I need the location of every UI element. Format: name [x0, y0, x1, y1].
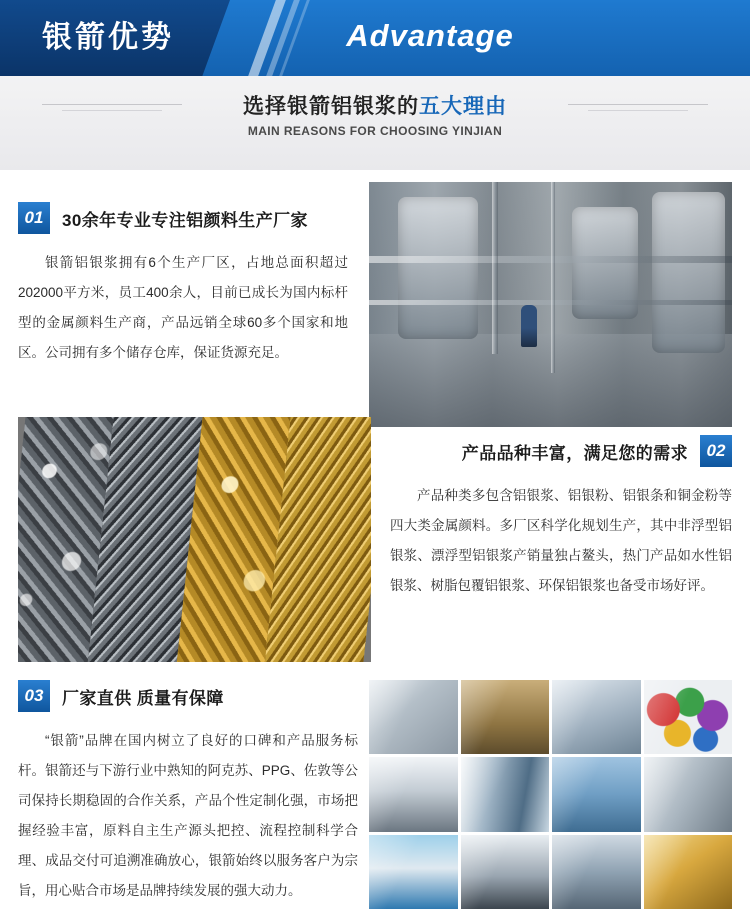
header-title-cn: 银箭优势	[42, 21, 174, 54]
section-body-01: 银箭铝银浆拥有6个生产厂区，占地总面积超过202000平方米，员工400余人，目前已成长为国内标杆型的金属颜料生产商，产品远销全球60多个国家和地区。公司拥有多个储存仓库，保证货源充足。	[18, 255, 348, 360]
app-cell-car	[461, 835, 550, 909]
powder-photo	[18, 417, 371, 662]
advantage-section-3	[0, 670, 750, 909]
factory-photo	[369, 182, 732, 427]
factory-photo-image	[369, 182, 732, 427]
section-title-02: 产品品种丰富，满足您的需求	[461, 443, 688, 463]
app-cell-ship	[369, 835, 458, 909]
section-body-02: 产品种类多包含铝银浆、铝银粉、铝银条和铜金粉等四大类金属颜料。多厂区科学化规划生产，其中非浮型铝银浆、漂浮型铝银浆产销量独占鳌头，热门产品如水性铝银浆、树脂包覆铝银浆、环保铝银浆也备受市场好评。	[390, 488, 732, 593]
applications-photo	[369, 680, 732, 909]
app-cell-colored-balls	[644, 680, 733, 754]
applications-photo-grid	[369, 680, 732, 909]
app-cell-warehouse	[461, 680, 550, 754]
app-cell-facade	[552, 835, 641, 909]
app-cell-paint	[644, 835, 733, 909]
app-cell-bottle	[552, 680, 641, 754]
section-body-03: “银箭”品牌在国内树立了良好的口碑和产品服务标杆。银箭还与下游行业中熟知的阿克苏、PPG、佐敦等公司保持长期稳固的合作关系，产品个性定制化强，市场把握经验丰富，原料自主生产源头把控、流程控制科学合理、成品交付可追溯准确放心，银箭始终以服务客户为宗旨，用心贴合市场是品牌持续发展的强大动力。	[18, 733, 358, 898]
subtitle-band	[0, 76, 750, 170]
section-number-badge-01: 01	[18, 202, 50, 234]
page-header	[0, 0, 750, 76]
advantage-section-2-heading	[390, 435, 732, 467]
section-number-badge-02: 02	[700, 435, 732, 467]
content-area	[0, 170, 750, 909]
advantage-section-1	[0, 170, 750, 410]
app-cell-metal-coil	[461, 757, 550, 831]
section-title-03: 厂家直供 质量有保障	[62, 688, 224, 708]
section-title-01: 30余年专业专注铝颜料生产厂家	[62, 210, 308, 230]
advantage-section-3-text	[18, 680, 358, 906]
subtitle-cn	[0, 90, 750, 120]
advantage-section-2	[0, 417, 750, 662]
advantage-section-3-heading	[18, 680, 358, 712]
app-cell-laptop	[369, 757, 458, 831]
advantage-section-1-text	[18, 202, 348, 368]
header-title-en: Advantage	[346, 18, 514, 53]
app-cell-pipes	[369, 680, 458, 754]
subtitle-cn-highlight: 五大理由	[419, 95, 507, 118]
powder-photo-image	[18, 417, 371, 662]
subtitle-en: MAIN REASONS FOR CHOOSING YINJIAN	[247, 124, 503, 138]
section-number-badge-03: 03	[18, 680, 50, 712]
subtitle-cn-prefix: 选择银箭铝银浆的	[243, 95, 419, 118]
advantage-section-2-text	[390, 435, 732, 601]
advantage-section-1-heading	[18, 202, 348, 234]
app-cell-steel-structure	[552, 757, 641, 831]
app-cell-metal-can	[644, 757, 733, 831]
